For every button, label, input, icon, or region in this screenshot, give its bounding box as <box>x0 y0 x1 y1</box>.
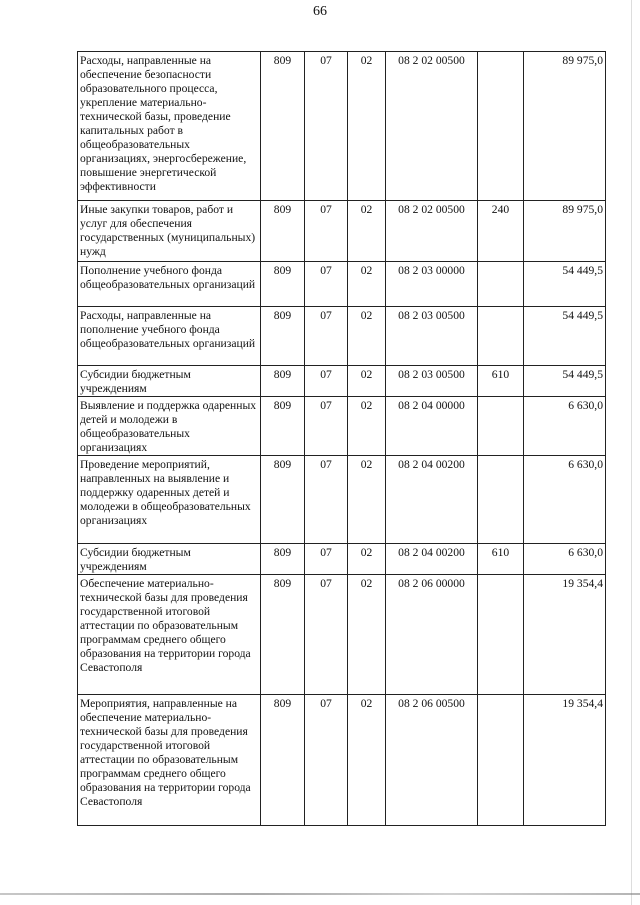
subsection-code-cell: 02 <box>348 262 386 307</box>
section-code-cell: 07 <box>305 307 348 366</box>
target-code-cell: 08 2 03 00000 <box>386 262 478 307</box>
expense-type-cell <box>478 262 524 307</box>
amount-cell: 54 449,5 <box>524 366 606 397</box>
page-number: 66 <box>313 4 327 19</box>
section-code-cell: 07 <box>305 366 348 397</box>
table-row <box>78 307 606 366</box>
ministry-code-cell: 809 <box>261 695 305 826</box>
target-code-cell: 08 2 02 00500 <box>386 201 478 262</box>
row-name-cell: Расходы, направленные на обеспечение безопасности образовательного процесса, укрепление материально-технической базы, проведение капитальных работ в общеобразовательных организациях, энергосбережение, повышение энергетической эффективности <box>78 52 261 201</box>
subsection-code-cell: 02 <box>348 695 386 826</box>
amount-cell: 6 630,0 <box>524 456 606 544</box>
expense-type-cell <box>478 307 524 366</box>
amount-cell: 19 354,4 <box>524 695 606 826</box>
expense-type-cell <box>478 575 524 695</box>
ministry-code-cell: 809 <box>261 201 305 262</box>
row-name-cell: Обеспечение материально-технической базы для проведения государственной итоговой аттестации по образовательным программам среднего общего образования на территории города Севастополя <box>78 575 261 695</box>
table-row <box>78 575 606 695</box>
target-code-cell: 08 2 04 00200 <box>386 456 478 544</box>
ministry-code-cell: 809 <box>261 307 305 366</box>
section-code-cell: 07 <box>305 52 348 201</box>
expense-type-cell <box>478 397 524 456</box>
ministry-code-cell: 809 <box>261 456 305 544</box>
row-name-cell: Мероприятия, направленные на обеспечение материально-технической базы для проведения государственной итоговой аттестации по образовательным программам среднего общего образования на территории города Севастополя <box>78 695 261 826</box>
section-code-cell: 07 <box>305 575 348 695</box>
row-name-cell: Иные закупки товаров, работ и услуг для обеспечения государственных (муниципальных) нужд <box>78 201 261 262</box>
table-row <box>78 456 606 544</box>
section-code-cell: 07 <box>305 201 348 262</box>
expense-type-cell: 610 <box>478 366 524 397</box>
ministry-code-cell: 809 <box>261 52 305 201</box>
subsection-code-cell: 02 <box>348 575 386 695</box>
table-row <box>78 52 606 201</box>
amount-cell: 19 354,4 <box>524 575 606 695</box>
target-code-cell: 08 2 04 00200 <box>386 544 478 575</box>
target-code-cell: 08 2 03 00500 <box>386 307 478 366</box>
amount-cell: 54 449,5 <box>524 262 606 307</box>
row-name-cell: Пополнение учебного фонда общеобразовательных организаций <box>78 262 261 307</box>
row-name-cell: Субсидии бюджетным учреждениям <box>78 366 261 397</box>
amount-cell: 89 975,0 <box>524 201 606 262</box>
subsection-code-cell: 02 <box>348 397 386 456</box>
ministry-code-cell: 809 <box>261 575 305 695</box>
table-row <box>78 544 606 575</box>
expense-type-cell: 240 <box>478 201 524 262</box>
row-name-cell: Субсидии бюджетным учреждениям <box>78 544 261 575</box>
amount-cell: 6 630,0 <box>524 397 606 456</box>
target-code-cell: 08 2 02 00500 <box>386 52 478 201</box>
section-code-cell: 07 <box>305 544 348 575</box>
table-row <box>78 201 606 262</box>
expense-type-cell: 610 <box>478 544 524 575</box>
amount-cell: 6 630,0 <box>524 544 606 575</box>
section-code-cell: 07 <box>305 262 348 307</box>
table-row <box>78 366 606 397</box>
expense-type-cell <box>478 695 524 826</box>
scan-artifact-line <box>0 893 640 895</box>
section-code-cell: 07 <box>305 397 348 456</box>
target-code-cell: 08 2 06 00000 <box>386 575 478 695</box>
scan-edge-line <box>631 0 632 905</box>
row-name-cell: Проведение мероприятий, направленных на выявление и поддержку одаренных детей и молодежи в общеобразовательных организациях <box>78 456 261 544</box>
row-name-cell: Расходы, направленные на пополнение учебного фонда общеобразовательных организаций <box>78 307 261 366</box>
amount-cell: 89 975,0 <box>524 52 606 201</box>
table-row <box>78 695 606 826</box>
section-code-cell: 07 <box>305 695 348 826</box>
ministry-code-cell: 809 <box>261 262 305 307</box>
ministry-code-cell: 809 <box>261 397 305 456</box>
section-code-cell: 07 <box>305 456 348 544</box>
amount-cell: 54 449,5 <box>524 307 606 366</box>
target-code-cell: 08 2 06 00500 <box>386 695 478 826</box>
table-row <box>78 397 606 456</box>
subsection-code-cell: 02 <box>348 366 386 397</box>
row-name-cell: Выявление и поддержка одаренных детей и молодежи в общеобразовательных организациях <box>78 397 261 456</box>
subsection-code-cell: 02 <box>348 201 386 262</box>
budget-table <box>77 51 606 826</box>
subsection-code-cell: 02 <box>348 307 386 366</box>
subsection-code-cell: 02 <box>348 52 386 201</box>
ministry-code-cell: 809 <box>261 544 305 575</box>
subsection-code-cell: 02 <box>348 456 386 544</box>
target-code-cell: 08 2 04 00000 <box>386 397 478 456</box>
ministry-code-cell: 809 <box>261 366 305 397</box>
subsection-code-cell: 02 <box>348 544 386 575</box>
table-row <box>78 262 606 307</box>
target-code-cell: 08 2 03 00500 <box>386 366 478 397</box>
expense-type-cell <box>478 52 524 201</box>
expense-type-cell <box>478 456 524 544</box>
